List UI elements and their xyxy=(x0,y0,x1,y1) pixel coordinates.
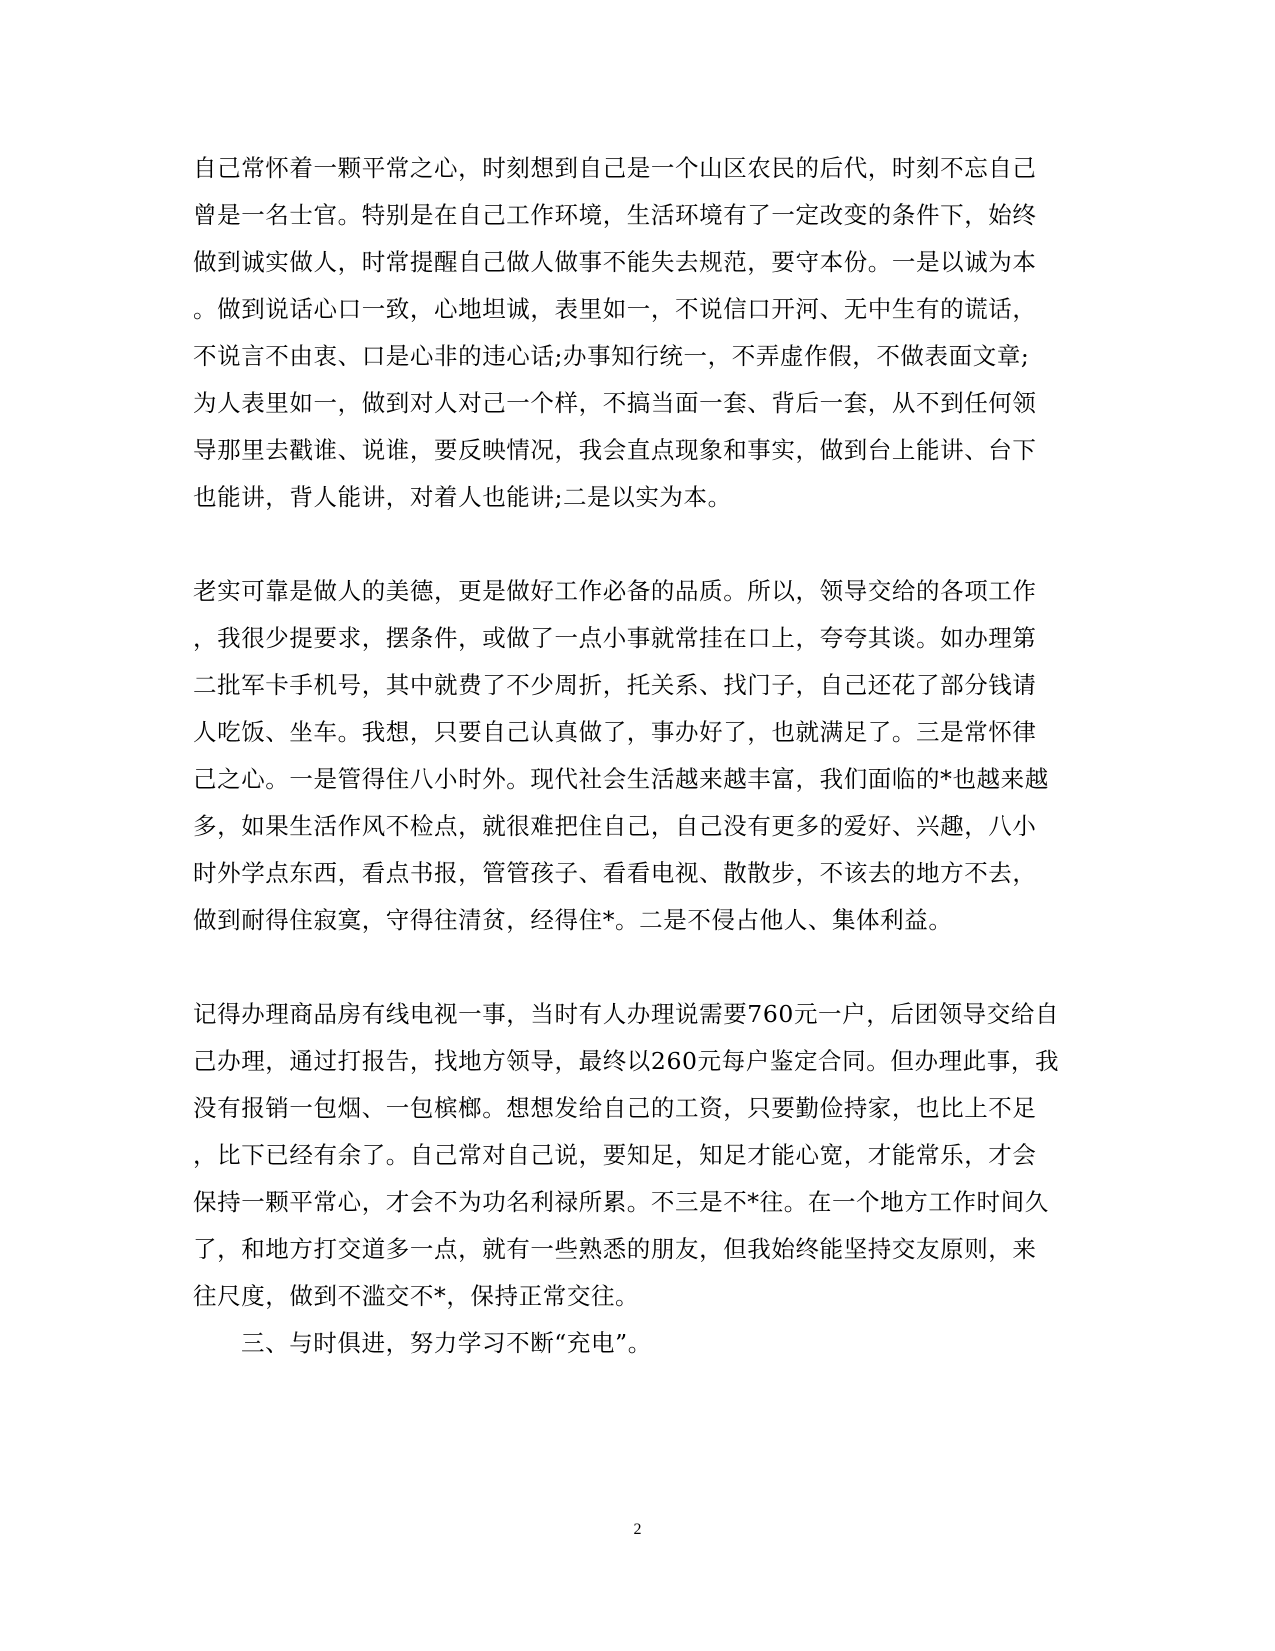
paragraph-2-line-6: 多，如果生活作风不检点，就很难把住自己，自己没有更多的爱好、兴趣，八小 xyxy=(193,812,1037,840)
paragraph-2-line-5: 己之心。一是管得住八小时外。现代社会生活越来越丰富，我们面临的*也越来越 xyxy=(193,765,1049,793)
paragraph-3-line-5: 保持一颗平常心，才会不为功名利禄所累。不三是不*往。在一个地方工作时间久 xyxy=(193,1188,1049,1216)
paragraph-1-line-4: 。做到说话心口一致，心地坦诚，表里如一，不说信口开河、无中生有的谎话， xyxy=(193,295,1037,323)
paragraph-1-line-5: 不说言不由衷、口是心非的违心话;办事知行统一，不弄虚作假，不做表面文章; xyxy=(193,342,1030,370)
paragraph-2-line-1: 老实可靠是做人的美德，更是做好工作必备的品质。所以，领导交给的各项工作 xyxy=(193,577,1037,605)
paragraph-3-line-4: ，比下已经有余了。自己常对自己说，要知足，知足才能心宽，才能常乐，才会 xyxy=(193,1141,1037,1169)
paragraph-3-line-2: 己办理，通过打报告，找地方领导，最终以260元每户鉴定合同。但办理此事，我 xyxy=(193,1047,1060,1075)
paragraph-1-line-1: 自己常怀着一颗平常之心，时刻想到自己是一个山区农民的后代，时刻不忘自己 xyxy=(193,154,1037,182)
paragraph-1-line-7: 导那里去戳谁、说谁，要反映情况，我会直点现象和事实，做到台上能讲、台下 xyxy=(193,436,1037,464)
paragraph-2-line-2: ，我很少提要求，摆条件，或做了一点小事就常挂在口上，夸夸其谈。如办理第 xyxy=(193,624,1037,652)
paragraph-2-line-3: 二批军卡手机号，其中就费了不少周折，托关系、找门子，自己还花了部分钱请 xyxy=(193,671,1037,699)
paragraph-3-line-1: 记得办理商品房有线电视一事，当时有人办理说需要760元一户，后团领导交给自 xyxy=(193,1000,1060,1028)
paragraph-2-line-8: 做到耐得住寂寞，守得往清贫，经得住*。二是不侵占他人、集体利益。 xyxy=(193,906,953,934)
paragraph-1-line-8: 也能讲，背人能讲，对着人也能讲;二是以实为本。 xyxy=(193,483,732,511)
page-number: 2 xyxy=(633,1521,642,1538)
paragraph-1-line-3: 做到诚实做人，时常提醒自己做人做事不能失去规范，要守本份。一是以诚为本 xyxy=(193,248,1037,276)
section-heading: 三、与时俱进，努力学习不断“充电”。 xyxy=(241,1329,652,1357)
paragraph-2-line-7: 时外学点东西，看点书报，管管孩子、看看电视、散散步，不该去的地方不去， xyxy=(193,859,1037,887)
paragraph-3-line-6: 了，和地方打交道多一点，就有一些熟悉的朋友，但我始终能坚持交友原则，来 xyxy=(193,1235,1037,1263)
paragraph-3-line-3: 没有报销一包烟、一包槟榔。想想发给自己的工资，只要勤俭持家，也比上不足 xyxy=(193,1094,1037,1122)
paragraph-2-line-4: 人吃饭、坐车。我想，只要自己认真做了，事办好了，也就满足了。三是常怀律 xyxy=(193,718,1037,746)
paragraph-1-line-2: 曾是一名士官。特别是在自己工作环境，生活环境有了一定改变的条件下，始终 xyxy=(193,201,1037,229)
paragraph-3-line-7: 往尺度，做到不滥交不*，保持正常交往。 xyxy=(193,1282,640,1310)
paragraph-1-line-6: 为人表里如一，做到对人对己一个样，不搞当面一套、背后一套，从不到任何领 xyxy=(193,389,1037,417)
